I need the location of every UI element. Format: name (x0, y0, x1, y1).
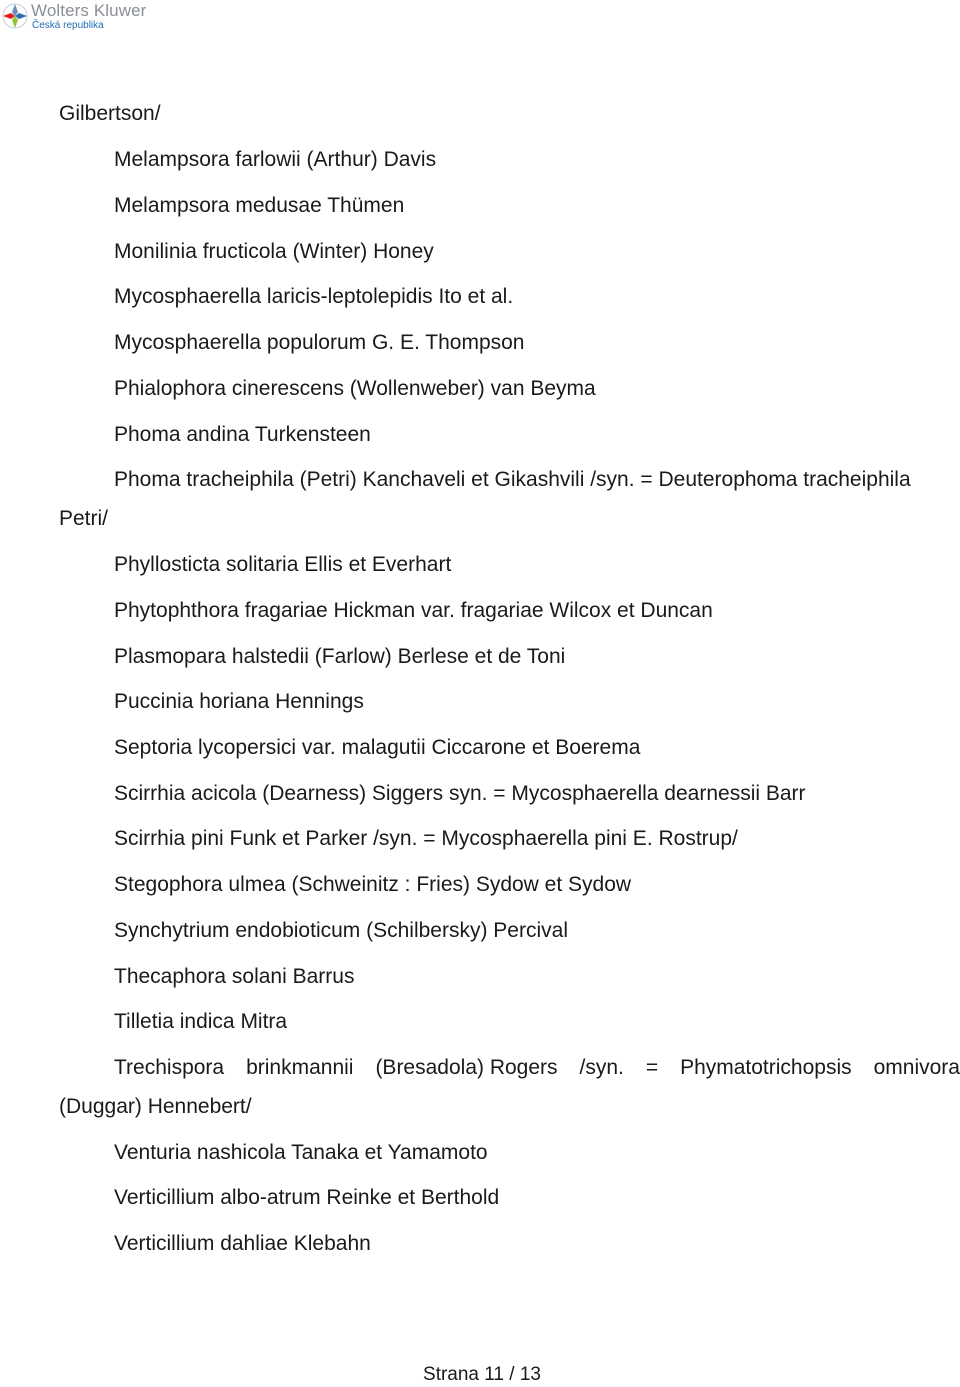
text-line: (Duggar) Hennebert/ (59, 1095, 252, 1118)
text-line: Phialophora cinerescens (Wollenweber) van Beyma (114, 377, 596, 400)
text-line: Verticillium albo-atrum Reinke et Berthold (114, 1186, 500, 1209)
text-line: Thecaphora solani Barrus (114, 965, 355, 988)
text-line: Scirrhia pini Funk et Parker /syn. = Mycosphaerella pini E. Rostrup/ (114, 827, 738, 850)
text-line: Synchytrium endobioticum (Schilbersky) Percival (114, 919, 568, 942)
text-line: Plasmopara halstedii (Farlow) Berlese et de Toni (114, 645, 566, 668)
publisher-logo (2, 2, 146, 32)
text-line: Scirrhia acicola (Dearness) Siggers syn. = Mycosphaerella dearnessii Barr (114, 782, 806, 805)
page-number: Strana 11 / 13 (423, 1364, 541, 1385)
justified-text-line (114, 1055, 960, 1081)
text-line: Verticillium dahliae Klebahn (114, 1232, 371, 1255)
text-line: Puccinia horiana Hennings (114, 690, 364, 713)
logo-brand-text: Wolters Kluwer (31, 1, 147, 20)
text-line: Monilinia fructicola (Winter) Honey (114, 240, 434, 263)
text-line: Phytophthora fragariae Hickman var. fragariae Wilcox et Duncan (114, 599, 713, 622)
text-line: Stegophora ulmea (Schweinitz : Fries) Sydow et Sydow (114, 873, 632, 896)
text-line: Melampsora farlowii (Arthur) Davis (114, 148, 437, 171)
text-line: Phoma andina Turkensteen (114, 423, 371, 446)
text-word: = (645, 1056, 659, 1079)
logo-region-text: Česká republika (32, 20, 104, 31)
wolters-kluwer-logo-icon (2, 2, 28, 30)
text-word: /syn. (579, 1056, 624, 1079)
text-word: brinkmannii (246, 1056, 354, 1079)
text-line: Phoma tracheiphila (Petri) Kanchaveli et Gikashvili /syn. = Deuterophoma tracheiphila (114, 468, 911, 491)
text-word: (Bresadola) Rogers (375, 1056, 558, 1079)
text-line: Petri/ (59, 507, 109, 530)
text-line: Tilletia indica Mitra (114, 1010, 288, 1033)
text-word: Phymatotrichopsis (680, 1056, 852, 1079)
text-word: omnivora (873, 1056, 960, 1079)
text-line: Mycosphaerella laricis-leptolepidis Ito et al. (114, 285, 514, 308)
text-word: Trechispora (114, 1056, 225, 1079)
text-line: Venturia nashicola Tanaka et Yamamoto (114, 1141, 488, 1164)
text-line: Phyllosticta solitaria Ellis et Everhart (114, 553, 452, 576)
text-line: Melampsora medusae Thümen (114, 194, 405, 217)
text-line: Gilbertson/ (59, 102, 161, 125)
text-line: Septoria lycopersici var. malagutii Ciccarone et Boerema (114, 736, 641, 759)
text-line: Mycosphaerella populorum G. E. Thompson (114, 331, 525, 354)
